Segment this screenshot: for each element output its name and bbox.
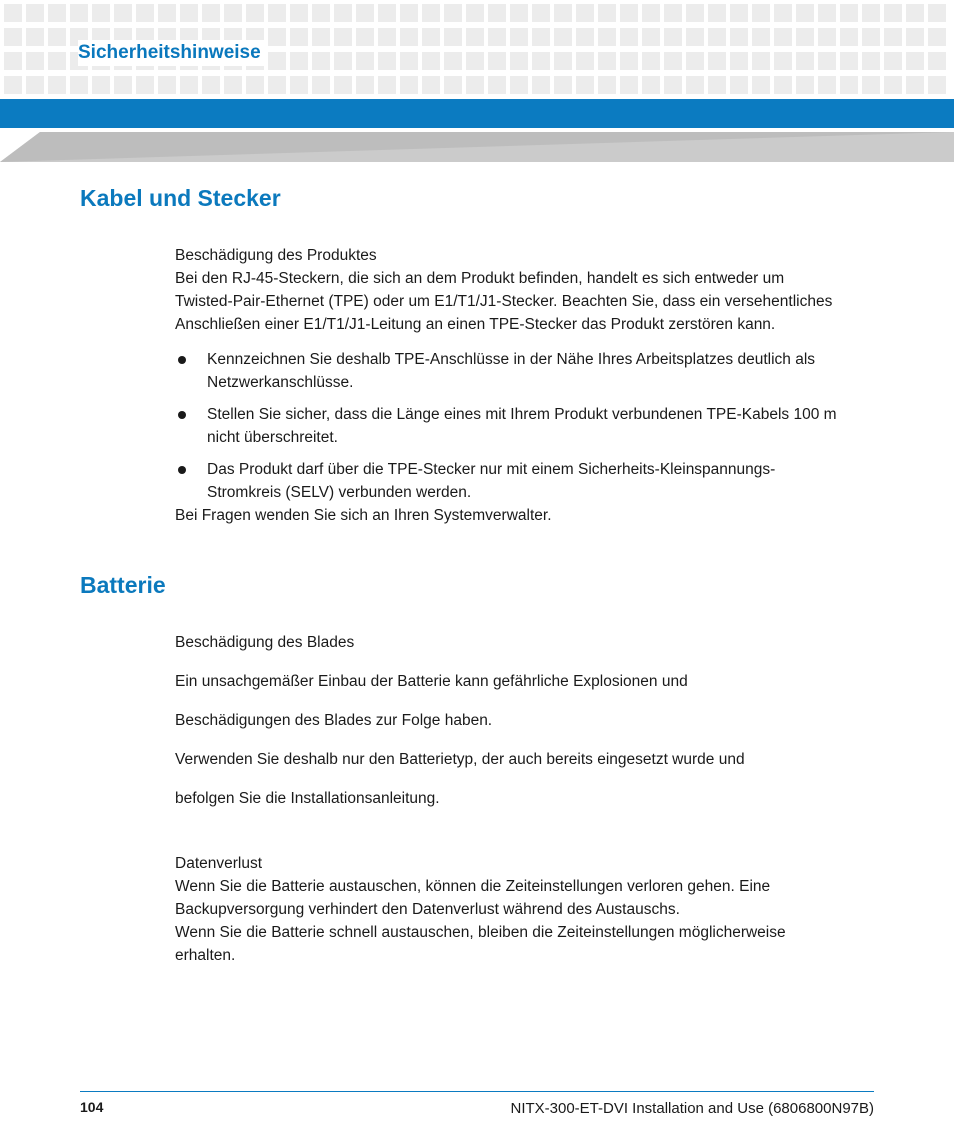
warning-title: Beschädigung des Blades (175, 634, 355, 651)
tile (114, 76, 132, 94)
tile (752, 76, 770, 94)
tile (92, 4, 110, 22)
tile (378, 52, 396, 70)
tile (642, 28, 660, 46)
tile (840, 4, 858, 22)
tile (136, 76, 154, 94)
tile (510, 76, 528, 94)
tile (554, 28, 572, 46)
tile (312, 76, 330, 94)
tile (378, 4, 396, 22)
tile (928, 76, 946, 94)
header-blue-band (0, 99, 954, 128)
tile (664, 76, 682, 94)
tile (752, 4, 770, 22)
tile (422, 28, 440, 46)
tile (730, 28, 748, 46)
tile (26, 4, 44, 22)
tile (378, 28, 396, 46)
tile (796, 28, 814, 46)
tile (796, 4, 814, 22)
paragraph-line: Backupversorgung verhindert den Datenverlust während des Austauschs. (175, 901, 680, 918)
tile (532, 4, 550, 22)
tile (730, 52, 748, 70)
tile (686, 28, 704, 46)
notice-title: Datenverlust (175, 855, 263, 872)
tile (906, 76, 924, 94)
tile (290, 4, 308, 22)
tile (730, 4, 748, 22)
tile (686, 4, 704, 22)
tile (246, 76, 264, 94)
tile (532, 52, 550, 70)
tile (928, 4, 946, 22)
tile-row (4, 76, 946, 94)
tile (422, 52, 440, 70)
tile (774, 28, 792, 46)
tile (884, 4, 902, 22)
tile (444, 4, 462, 22)
tile (708, 4, 726, 22)
tile (840, 52, 858, 70)
tile (488, 4, 506, 22)
tile (246, 4, 264, 22)
tile (554, 76, 572, 94)
tile (664, 4, 682, 22)
tile (268, 52, 286, 70)
tile (26, 52, 44, 70)
tile (576, 76, 594, 94)
tile (400, 28, 418, 46)
tile (774, 52, 792, 70)
tile (730, 76, 748, 94)
tile (48, 76, 66, 94)
tile (466, 52, 484, 70)
tile (598, 4, 616, 22)
tile (862, 28, 880, 46)
tile (312, 52, 330, 70)
tile (620, 52, 638, 70)
tile (642, 52, 660, 70)
bullet-list (175, 348, 875, 504)
tile (510, 28, 528, 46)
tile (686, 76, 704, 94)
tile (70, 4, 88, 22)
tile (158, 76, 176, 94)
section-batterie-body (175, 631, 875, 810)
tile (180, 4, 198, 22)
page-number: 104 (80, 1099, 104, 1115)
paragraph: Verwenden Sie deshalb nur den Batterietyp, der auch bereits eingesetzt wurde und (175, 751, 745, 768)
tile (598, 52, 616, 70)
tile (400, 4, 418, 22)
tile (312, 28, 330, 46)
tile (202, 4, 220, 22)
section-kabel-body (175, 244, 875, 527)
tile (114, 4, 132, 22)
document-title: NITX-300-ET-DVI Installation and Use (6806800N97B) (510, 1100, 874, 1117)
tile (862, 76, 880, 94)
tile (466, 76, 484, 94)
tile (268, 28, 286, 46)
paragraph-line: erhalten. (175, 947, 236, 964)
tile (774, 76, 792, 94)
tile (290, 52, 308, 70)
paragraph-line: Twisted-Pair-Ethernet (TPE) oder um E1/T1/J1-Stecker. Beachten Sie, dass ein versehentliches (175, 293, 833, 310)
paragraph-line: Bei den RJ-45-Steckern, die sich an dem Produkt befinden, handelt es sich entweder um (175, 270, 785, 287)
tile (598, 28, 616, 46)
tile (708, 52, 726, 70)
tile (884, 28, 902, 46)
tile (708, 76, 726, 94)
tile (620, 76, 638, 94)
tile (620, 28, 638, 46)
tile (576, 4, 594, 22)
tile (202, 76, 220, 94)
paragraph-line: Wenn Sie die Batterie schnell austauschen, bleiben die Zeiteinstellungen möglicherweise (175, 924, 786, 941)
tile (4, 52, 22, 70)
tile (554, 52, 572, 70)
tile (928, 52, 946, 70)
tile-row (4, 4, 946, 22)
tile (664, 28, 682, 46)
paragraph-line: Wenn Sie die Batterie austauschen, können die Zeiteinstellungen verloren gehen. Eine (175, 878, 771, 895)
tile (334, 52, 352, 70)
tile (488, 76, 506, 94)
tile (48, 52, 66, 70)
list-item: Stellen Sie sicher, dass die Länge eines mit Ihrem Produkt verbundenen TPE-Kabels 100 m nicht überschreitet. (175, 403, 875, 449)
tile (378, 76, 396, 94)
tile (488, 52, 506, 70)
header-grey-wedge (0, 132, 954, 162)
tile (818, 76, 836, 94)
paragraph: Beschädigungen des Blades zur Folge haben. (175, 712, 493, 729)
tile (334, 4, 352, 22)
tile (356, 4, 374, 22)
tile (444, 28, 462, 46)
tile (906, 52, 924, 70)
bullet-icon (178, 466, 186, 474)
tile (92, 76, 110, 94)
tile (928, 28, 946, 46)
tile (642, 76, 660, 94)
tile (840, 76, 858, 94)
tile (26, 76, 44, 94)
paragraph: befolgen Sie die Installationsanleitung. (175, 790, 440, 807)
warning-title: Beschädigung des Produktes (175, 247, 377, 264)
tile (862, 52, 880, 70)
tile (818, 28, 836, 46)
tile (356, 76, 374, 94)
tile (664, 52, 682, 70)
tile (488, 28, 506, 46)
tile (466, 4, 484, 22)
tile (290, 28, 308, 46)
tile (444, 76, 462, 94)
tile (312, 4, 330, 22)
tile (884, 52, 902, 70)
tile (268, 4, 286, 22)
tile (840, 28, 858, 46)
tile (48, 4, 66, 22)
tile (796, 76, 814, 94)
tile (532, 76, 550, 94)
section-heading-kabel: Kabel und Stecker (80, 185, 281, 211)
tile (862, 4, 880, 22)
tile (268, 76, 286, 94)
tile (444, 52, 462, 70)
tile (224, 76, 242, 94)
bullet-icon (178, 356, 186, 364)
tile (4, 4, 22, 22)
tile (510, 4, 528, 22)
list-item: Kennzeichnen Sie deshalb TPE-Anschlüsse in der Nähe Ihres Arbeitsplatzes deutlich als Netzwerkanschlüsse. (175, 348, 875, 394)
tile (70, 76, 88, 94)
tile (356, 28, 374, 46)
tile (4, 28, 22, 46)
running-header-section: Sicherheitshinweise (78, 40, 265, 66)
tile (818, 52, 836, 70)
tile (598, 76, 616, 94)
tile (796, 52, 814, 70)
tile (290, 76, 308, 94)
list-item: Das Produkt darf über die TPE-Stecker nur mit einem Sicherheits-Kleinspannungs- Stromkreis (SELV) verbunden werden. (175, 458, 875, 504)
paragraph: Ein unsachgemäßer Einbau der Batterie kann gefährliche Explosionen und (175, 673, 688, 690)
tile (554, 4, 572, 22)
tile (224, 4, 242, 22)
tile (158, 4, 176, 22)
tile (136, 4, 154, 22)
closing-text: Bei Fragen wenden Sie sich an Ihren Systemverwalter. (175, 507, 552, 524)
notice-datenverlust (175, 852, 875, 967)
tile (334, 76, 352, 94)
bullet-icon (178, 411, 186, 419)
tile (906, 4, 924, 22)
tile (620, 4, 638, 22)
tile (708, 28, 726, 46)
footer-rule (80, 1091, 874, 1092)
tile (576, 52, 594, 70)
tile (532, 28, 550, 46)
tile (752, 52, 770, 70)
tile (884, 76, 902, 94)
tile (642, 4, 660, 22)
tile (180, 76, 198, 94)
paragraph-line: Anschließen einer E1/T1/J1-Leitung an einen TPE-Stecker das Produkt zerstören kann. (175, 316, 776, 333)
tile (818, 4, 836, 22)
tile (466, 28, 484, 46)
tile (422, 4, 440, 22)
tile (686, 52, 704, 70)
tile (48, 28, 66, 46)
tile (510, 52, 528, 70)
tile (400, 76, 418, 94)
tile (400, 52, 418, 70)
tile (26, 28, 44, 46)
tile (4, 76, 22, 94)
tile (334, 28, 352, 46)
tile (752, 28, 770, 46)
tile (422, 76, 440, 94)
tile (774, 4, 792, 22)
section-heading-batterie: Batterie (80, 572, 166, 598)
tile (356, 52, 374, 70)
tile (576, 28, 594, 46)
tile (906, 28, 924, 46)
